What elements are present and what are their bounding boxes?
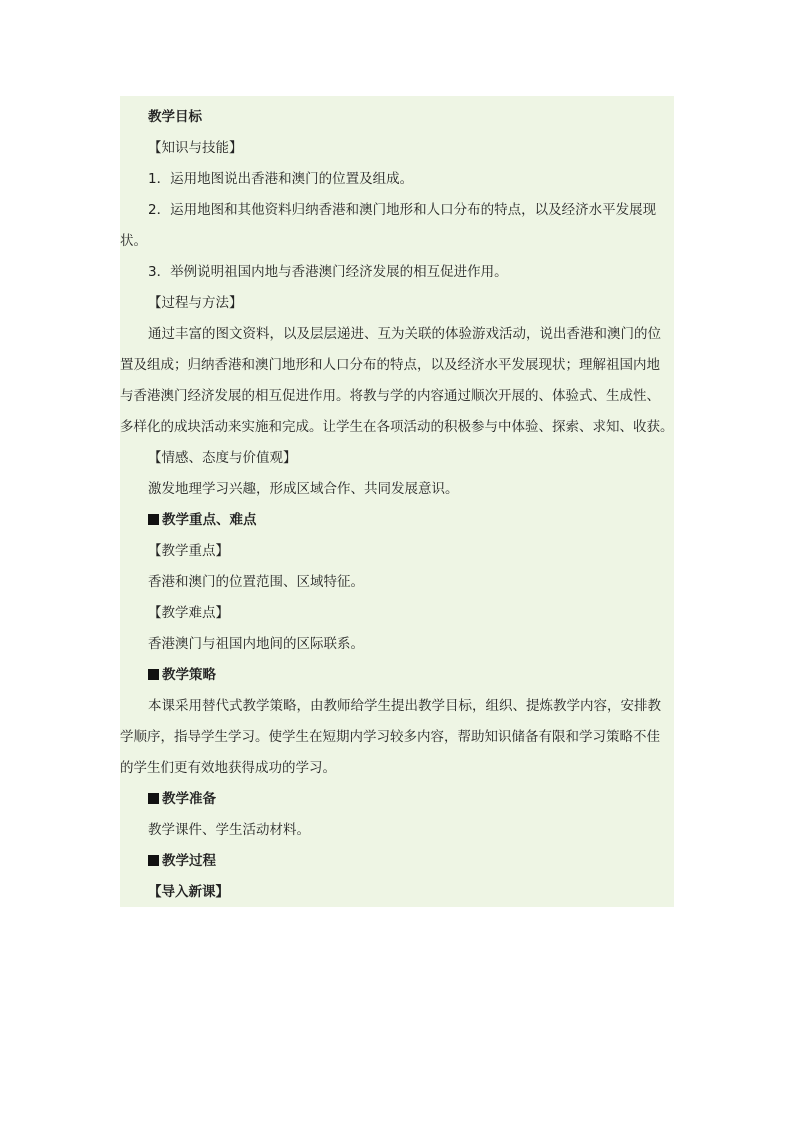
key-text: 香港和澳门的位置范围、区域特征。 (148, 574, 364, 590)
square-bullet-icon (148, 855, 159, 866)
keypoints-heading (120, 505, 674, 536)
key-heading: 【教学重点】 (148, 543, 229, 559)
process-paragraph-line-4: 多样化的成块活动来实施和完成。让学生在各项活动的积极参与中体验、探索、求知、收获。 (120, 419, 674, 435)
process-heading: 【过程与方法】 (148, 295, 243, 311)
intro-heading: 【导入新课】 (148, 884, 229, 900)
objectives-heading: 教学目标 (148, 109, 202, 125)
square-bullet-icon (148, 669, 159, 680)
process-paragraph-line-3: 与香港澳门经济发展的相互促进作用。将教与学的内容通过顺次开展的、体验式、生成性、 (120, 388, 660, 404)
prep-heading (120, 784, 674, 815)
difficulty-heading: 【教学难点】 (148, 605, 229, 621)
difficulty-text: 香港澳门与祖国内地间的区际联系。 (148, 636, 364, 652)
process-paragraph-line-1: 通过丰富的图文资料，以及层层递进、互为关联的体验游戏活动，说出香港和澳门的位 (148, 326, 661, 342)
keypoints-heading-text: 教学重点、难点 (162, 512, 257, 528)
knowledge-item-3: 3．举例说明祖国内地与香港澳门经济发展的相互促进作用。 (148, 264, 508, 280)
knowledge-heading: 【知识与技能】 (148, 140, 243, 156)
square-bullet-icon (148, 514, 159, 525)
strategy-line-2: 学顺序，指导学生学习。使学生在短期内学习较多内容，帮助知识储备有限和学习策略不佳 (120, 729, 660, 745)
strategy-line-1: 本课采用替代式教学策略，由教师给学生提出教学目标，组织、提炼教学内容，安排教 (148, 698, 661, 714)
knowledge-item-2-line-2: 状。 (120, 233, 147, 249)
document-panel (120, 96, 674, 907)
strategy-heading-text: 教学策略 (162, 667, 216, 683)
knowledge-item-2-line-1: 2．运用地图和其他资料归纳香港和澳门地形和人口分布的特点，以及经济水平发展现 (148, 202, 657, 218)
process-paragraph-line-2: 置及组成；归纳香港和澳门地形和人口分布的特点，以及经济水平发展现状；理解祖国内地 (120, 357, 660, 373)
knowledge-item-1: 1．运用地图说出香港和澳门的位置及组成。 (148, 171, 414, 187)
strategy-heading (120, 660, 674, 691)
prep-heading-text: 教学准备 (162, 791, 216, 807)
teaching-process-heading (120, 846, 674, 877)
emotion-text: 激发地理学习兴趣，形成区域合作、共同发展意识。 (148, 481, 459, 497)
square-bullet-icon (148, 793, 159, 804)
strategy-line-3: 的学生们更有效地获得成功的学习。 (120, 760, 336, 776)
teaching-process-heading-text: 教学过程 (162, 853, 216, 869)
emotion-heading: 【情感、态度与价值观】 (148, 450, 297, 466)
prep-text: 教学课件、学生活动材料。 (148, 822, 310, 838)
